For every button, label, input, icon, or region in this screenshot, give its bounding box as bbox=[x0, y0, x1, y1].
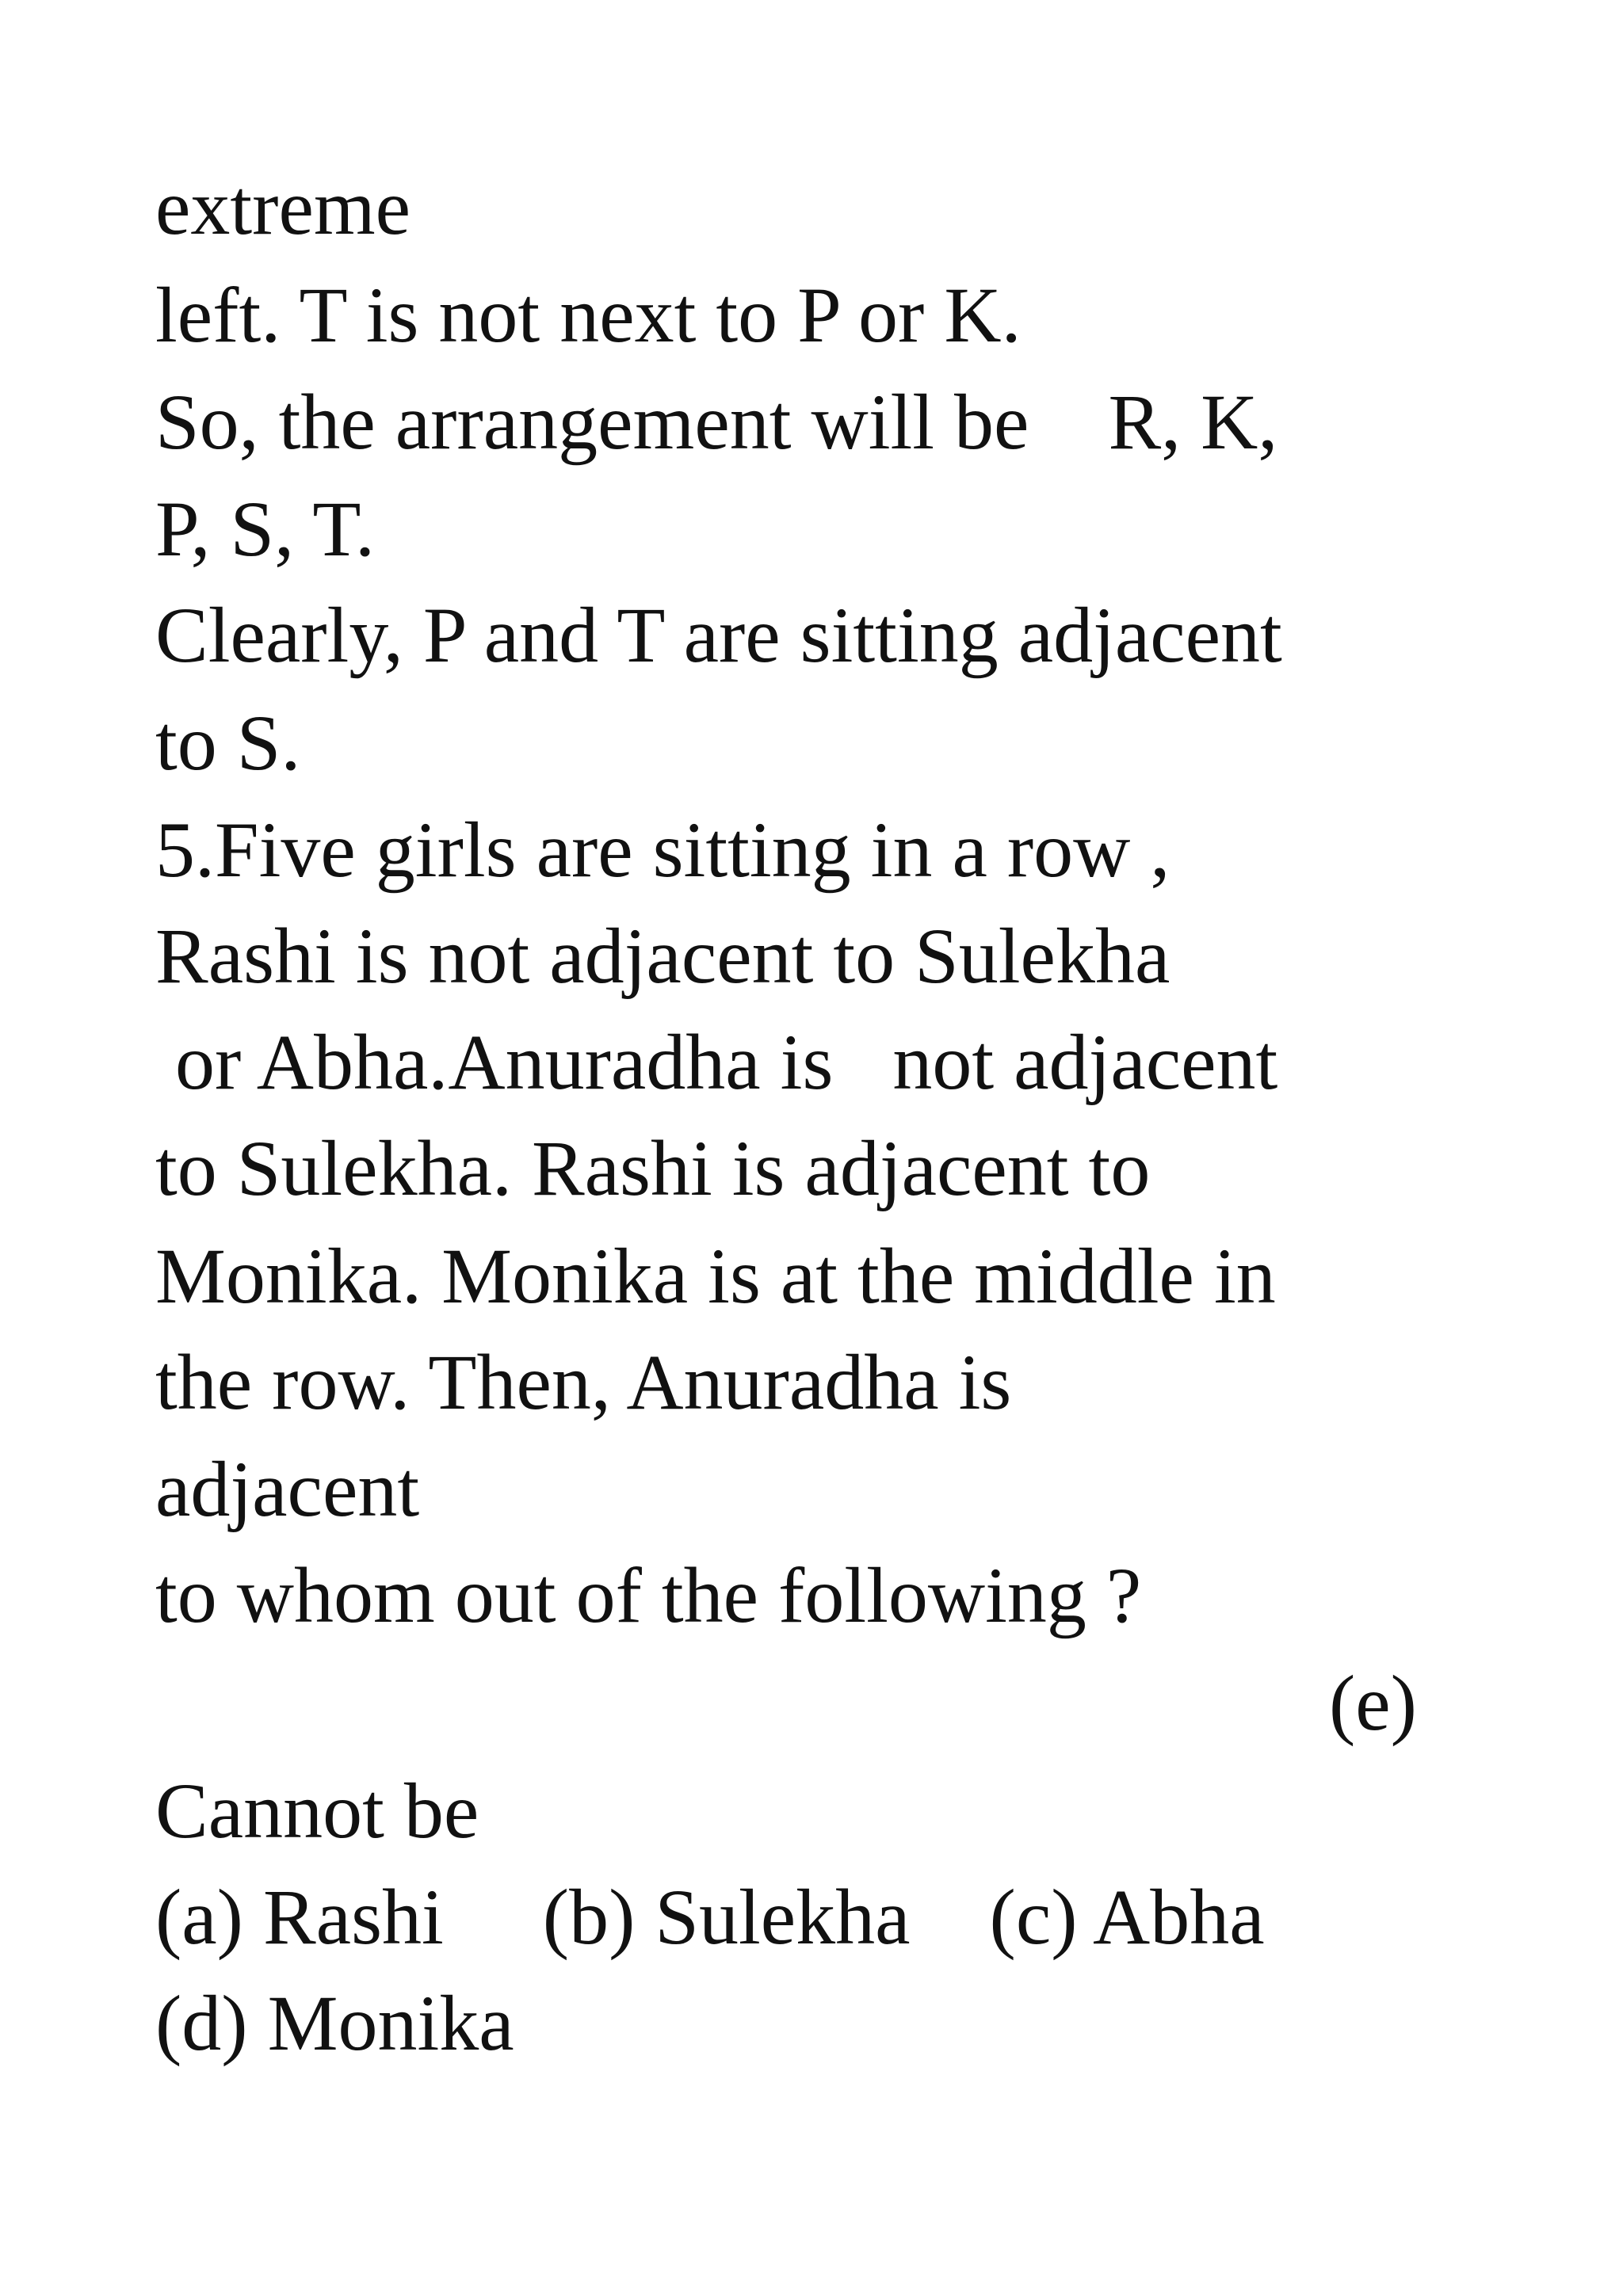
text-line-arrangement: So, the arrangement will be R, K, bbox=[155, 378, 1278, 466]
text-line-t-not-next: left. T is not next to P or K. bbox=[155, 271, 1022, 359]
text-line-clearly: Clearly, P and T are sitting adjacent bbox=[155, 591, 1282, 679]
text-line-arrangement-end: P, S, T. bbox=[155, 485, 376, 573]
option-e-label: (e) bbox=[1329, 1659, 1417, 1747]
question-text-line: the row. Then, Anuradha is bbox=[155, 1338, 1012, 1426]
text-line-to-s: to S. bbox=[155, 699, 301, 787]
answer-options-abc: (a) Rashi (b) Sulekha (c) Abha bbox=[155, 1873, 1265, 1961]
question-5-start: 5.Five girls are sitting in a row , bbox=[155, 806, 1170, 894]
answer-option-d: (d) Monika bbox=[155, 1979, 514, 2067]
text-line-extreme: extreme bbox=[155, 163, 411, 251]
question-text-line: Monika. Monika is at the middle in bbox=[155, 1232, 1276, 1320]
question-text-line: to whom out of the following ? bbox=[155, 1551, 1142, 1639]
question-text-line: to Sulekha. Rashi is adjacent to bbox=[155, 1124, 1151, 1212]
option-e-text: Cannot be bbox=[155, 1767, 479, 1855]
question-text-line: Rashi is not adjacent to Sulekha bbox=[155, 912, 1170, 1000]
question-text-line: adjacent bbox=[155, 1445, 420, 1533]
question-text-line: or Abha.Anuradha is not adjacent bbox=[155, 1018, 1278, 1106]
